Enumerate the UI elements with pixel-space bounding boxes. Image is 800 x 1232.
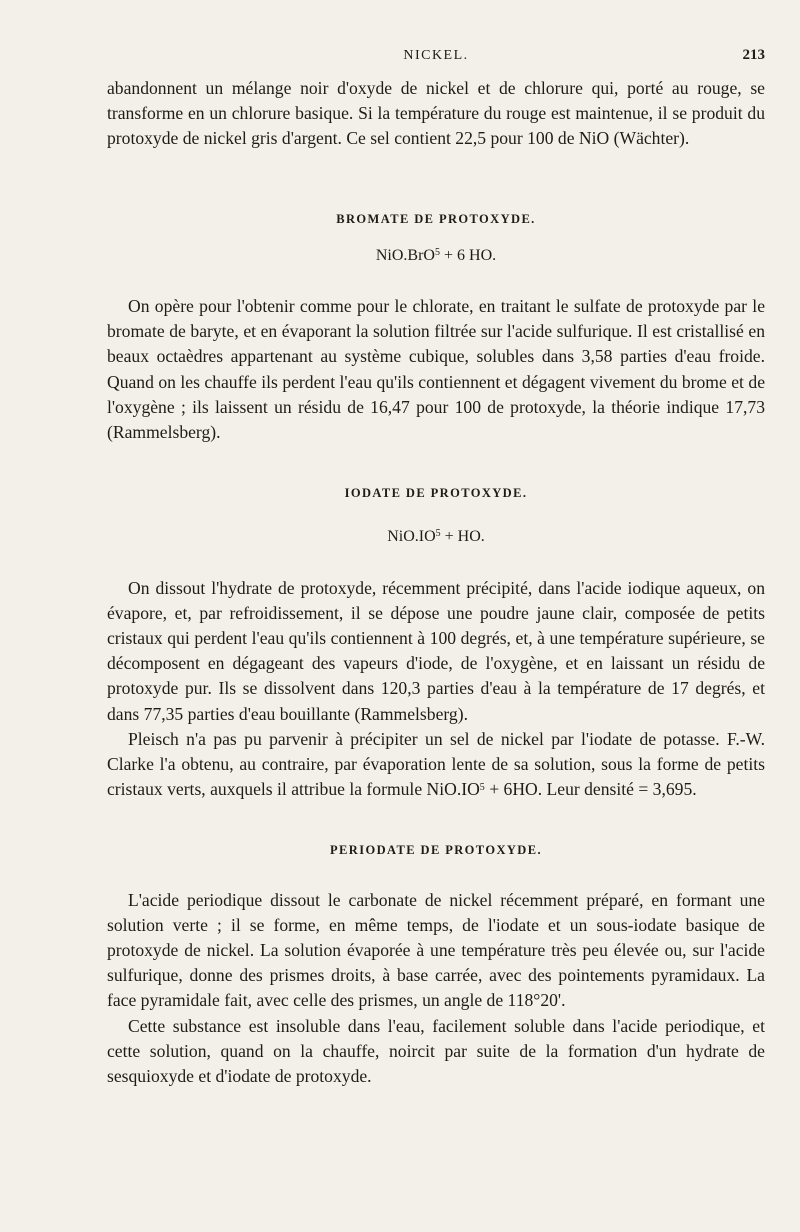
iodate-paragraph-2-text: Pleisch n'a pas pu parvenir à précipiter un sel de nickel par l'iodate de potasse. F.-W. Clarke l'a obtenu, au contraire, par évaporation lente de sa solution, sous la forme de petits cristaux verts, auxquels il attribue la formule NiO.IO: [107, 728, 765, 800]
periodate-paragraph-1: L'acide periodique dissout le carbonate de nickel récemment préparé, en formant une solution verte ; il se forme, en même temps, de l'iodate et un sous-iodate basique de protoxyde de nickel. La solution évaporée à une température très peu élevée ou, sur l'acide sulfurique, donne des prismes droits, à base carrée, avec des pointements pyramidaux. La face pyramidale fait, avec celle des prismes, un angle de 118°20'.: [107, 889, 765, 1011]
body-text: [107, 76, 765, 1089]
section-heading-iodate: IODATE DE PROTOXYDE.: [344, 486, 528, 501]
section-heading-bromate: BROMATE DE PROTOXYDE.: [336, 211, 536, 226]
running-head: NICKEL.: [403, 48, 469, 63]
formula-bromate: [107, 243, 765, 268]
periodate-paragraph-2: Cette substance est insoluble dans l'eau, facilement soluble dans l'acide periodique, et cette solution, quand on la chauffe, noircit par suite de la formation d'un hydrate de sesquioxyde et d'iodate de protoxyde.: [107, 1015, 765, 1087]
formula-bromate-rest: + 6 HO.: [439, 246, 497, 264]
formula-iodate: [107, 524, 765, 549]
formula-iodate-main: NiO.IO: [387, 528, 436, 546]
formula-bromate-exponent: 5: [434, 246, 440, 258]
iodate-paragraph-1: On dissout l'hydrate de protoxyde, récemment précipité, dans l'acide iodique aqueux, on évapore, et, par refroidissement, il se dépose une poudre jaune clair, composée de petits cristaux qui perdent l'eau qu'ils contiennent à 100 degrés, et, à une température supérieure, se décomposent en dégageant des vapeurs d'iode, de l'oxygène, et en laissant un résidu de protoxyde pur. Ils se dissolvent dans 120,3 parties d'eau à la température de 17 degrés, et dans 77,35 parties d'eau bouillante (Rammelsberg).: [107, 577, 765, 724]
iodate-paragraph-2-rest: + 6HO. Leur densité = 3,695.: [484, 779, 697, 800]
page-number: 213: [742, 47, 765, 63]
formula-iodate-rest: + HO.: [440, 528, 485, 546]
section-heading-periodate: PERIODATE DE PROTOXYDE.: [330, 843, 542, 858]
page-header: [107, 48, 765, 70]
formula-bromate-main: NiO.BrO: [375, 246, 435, 264]
formula-iodate-exponent: 5: [435, 528, 441, 540]
intro-paragraph: abandonnent un mélange noir d'oxyde de nickel et de chlorure qui, porté au rouge, se transforme en un chlorure basique. Si la température du rouge est maintenue, il se produit du protoxyde de nickel gris d'argent. Ce sel contient 22,5 pour 100 de NiO (Wächter).: [107, 78, 765, 149]
iodate-paragraph-2: [107, 727, 765, 803]
iodate-paragraph-2-exponent: 5: [479, 782, 485, 794]
bromate-paragraph: On opère pour l'obtenir comme pour le chlorate, en traitant le sulfate de protoxyde par le bromate de baryte, et en évaporant la solution filtrée sur l'acide sulfurique. Il est cristallisé en beaux octaèdres appartenant au système cubique, solubles dans 3,58 parties d'eau froide. Quand on les chauffe ils perdent l'eau qu'ils contiennent et dégagent vivement du brome et de l'oxygène ; ils laissent un résidu de 16,47 pour 100 de protoxyde, la théorie indique 17,73 (Rammelsberg).: [107, 296, 765, 443]
